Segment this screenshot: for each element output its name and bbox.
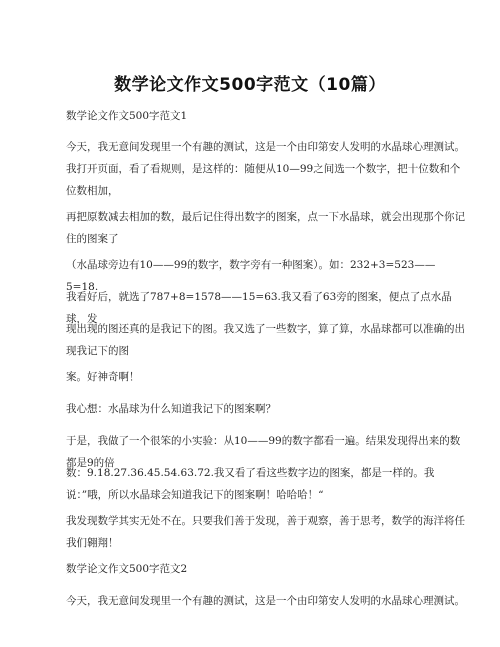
section-heading-2: 数学论文作文500字范文2 bbox=[66, 563, 188, 575]
document-title: 数学论文作文500字范文（10篇） bbox=[114, 75, 386, 95]
paragraph: 再把原数减去相加的数，最后记住得出数字的图案，点一下水晶球，就会出现那个你记住的图案了 bbox=[66, 211, 465, 245]
paragraph: 于是，我做了一个很笨的小实验：从10——99的数字都看一遍。结果发现得出来的数都是9的倍 bbox=[66, 435, 461, 469]
paragraph: 我心想：水晶球为什么知道我记下的图案啊？ bbox=[66, 403, 276, 415]
paragraph: 现出现的图还真的是我记下的图。我又选了一些数字，算了算，水晶球都可以准确的出现我记下的图 bbox=[66, 323, 465, 357]
paragraph: 今天，我无意间发现里一个有趣的测试，这是一个由印第安人发明的水晶球心理测试。 bbox=[66, 141, 465, 153]
paragraph: 今天，我无意间发现里一个有趣的测试，这是一个由印第安人发明的水晶球心理测试。 bbox=[66, 595, 465, 607]
paragraph: 我发现数学其实无处不在。只要我们善于发现，善于观察，善于思考，数学的海洋将任我们翱翔！ bbox=[66, 515, 465, 549]
section-heading-1: 数学论文作文500字范文1 bbox=[66, 110, 188, 122]
paragraph: 我看好后，就选了787+8=1578——15=63.我又看了63旁的图案，便点了点水晶球，发 bbox=[66, 291, 452, 325]
paragraph: 我打开页面，看了看规则，是这样的：随便从10—99之间选一个数字，把十位数和个位数相加， bbox=[66, 163, 461, 197]
paragraph: 数：9.18.27.36.45.54.63.72.我又看了看这些数字边的图案，都是一样的。我说：”哦，所以水晶球会知道我记下的图案啊！哈哈哈！“ bbox=[66, 467, 435, 501]
paragraph: 案。好神奇啊！ bbox=[66, 371, 140, 383]
paragraph: （水晶球旁边有10——99的数字，数字旁有一种图案）。如：232+3=523——5=18. bbox=[66, 259, 436, 293]
